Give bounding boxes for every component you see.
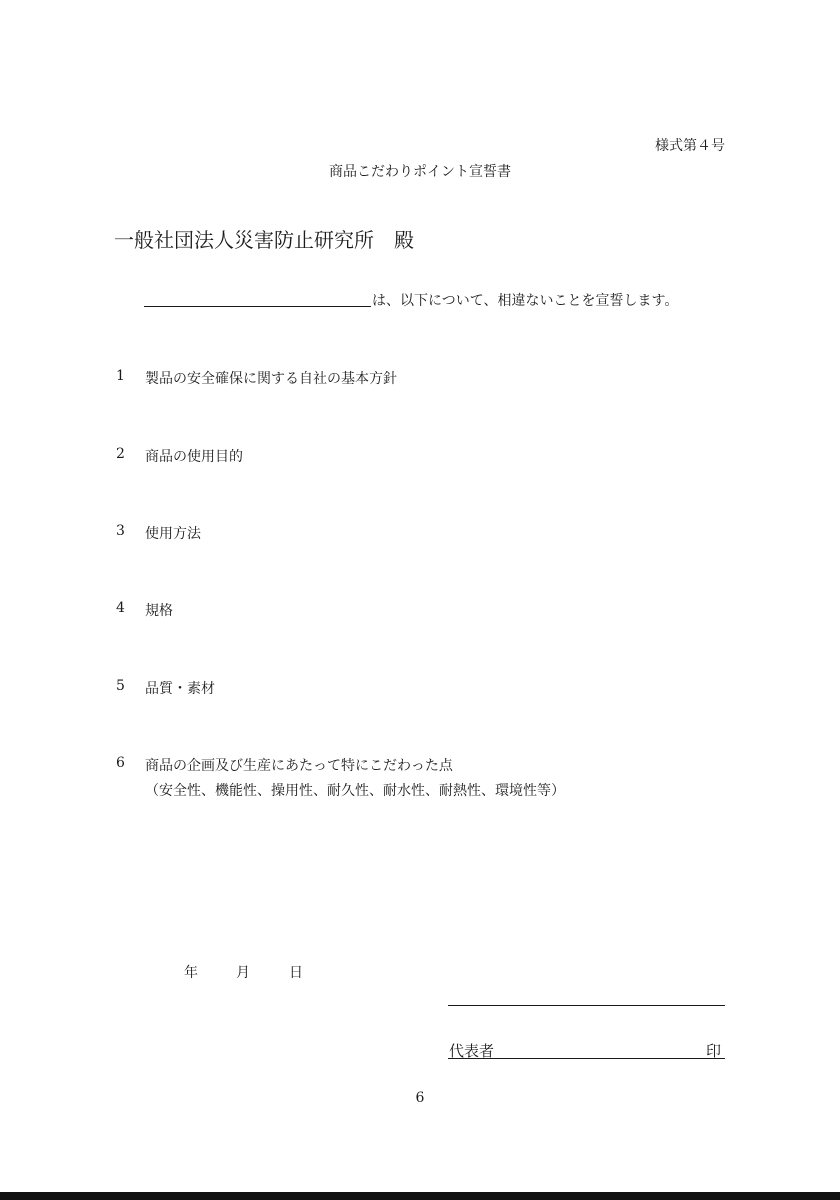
item-label-1: 製品の安全確保に関する自社の基本方針 (145, 371, 397, 387)
seal-label: 印 (706, 1042, 722, 1060)
company-name-line (448, 1005, 725, 1006)
item-label-4: 規格 (145, 603, 173, 619)
addressee: 一般社団法人災害防止研究所 殿 (114, 228, 414, 252)
item-number-4: 4 (116, 600, 125, 616)
item-label-3: 使用方法 (145, 526, 201, 542)
item-label-6: 商品の企画及び生産にあたって特にこだわった点 (145, 758, 453, 774)
item-label-5: 品質・素材 (145, 681, 215, 697)
representative-label: 代表者 (449, 1042, 495, 1060)
page-number: 6 (415, 1090, 425, 1106)
representative-name-line (448, 1058, 725, 1059)
date-day-label: 日 (289, 965, 303, 981)
declarant-name-line (144, 306, 371, 307)
item-number-5: 5 (116, 678, 125, 694)
viewer-bottom-edge (0, 1192, 840, 1200)
declaration-text: は、以下について、相違ないことを宣誓します。 (372, 293, 679, 309)
item-sub-label-6: （安全性、機能性、操用性、耐久性、耐水性、耐熱性、環境性等） (145, 783, 565, 799)
item-number-6: 6 (116, 755, 125, 771)
document-title: 商品こだわりポイント宣誓書 (329, 164, 511, 180)
date-year-label: 年 (184, 965, 198, 981)
date-month-label: 月 (236, 965, 250, 981)
item-number-3: 3 (116, 523, 125, 539)
item-number-1: 1 (116, 368, 125, 384)
item-number-2: 2 (116, 446, 125, 462)
form-number: 様式第４号 (655, 138, 725, 154)
item-label-2: 商品の使用目的 (145, 449, 243, 465)
